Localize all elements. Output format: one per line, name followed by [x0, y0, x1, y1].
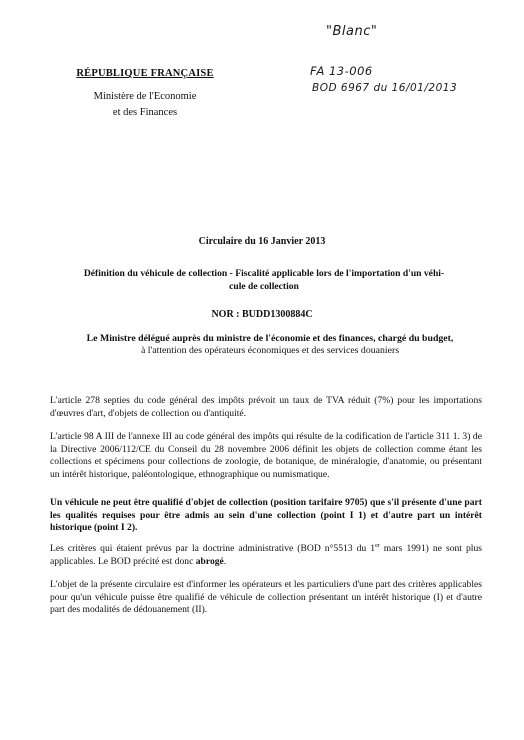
handwritten-bod-reference: BOD 6967 du 16/01/2013	[312, 82, 458, 94]
handwritten-reference: FA 13-006	[310, 64, 373, 78]
paragraph-collection-definition: L'article 98 A III de l'annexe III au code général des impôts qui résulte de la codification de l'article 311 1. 3) de la Directive 2006/112/CE du Conseil du 28 novembre 2006 définit les objets de collection comme étant les collections et spécimens pour collections de zoologie, de botanique, de minéralogie, d'anatomie, ou présentant un intérêt historique, paléontologique, ethnographique ou numismatique.	[50, 431, 482, 480]
recipient-line: à l'attention des opérateurs économiques et des services douaniers	[140, 345, 400, 356]
circular-title: Circulaire du 16 Janvier 2013	[198, 236, 326, 247]
ministry-name-continued: et des Finances	[112, 107, 178, 118]
ministry-name: Ministère de l'Economie	[93, 91, 197, 102]
nor-reference: NOR : BUDD1300884C	[211, 309, 313, 320]
circular-subject	[60, 267, 468, 293]
subject-line-1: Définition du véhicule de collection - Fiscalité applicable lors de l'importation d'un véhi-	[83, 268, 445, 279]
letterhead	[50, 68, 240, 118]
addressee-block	[50, 333, 490, 357]
p4-text-b: mars 1991) ne sont plus applicables. Le BOD précité est donc	[50, 543, 482, 567]
p4-end: .	[223, 555, 227, 567]
p4-text-a: Les critères qui étaient prévus par la doctrine administrative (BOD n°5513 du 1	[50, 543, 376, 554]
paragraph-repealed-criteria	[50, 543, 482, 568]
subject-line-2: cule de collection	[229, 281, 299, 292]
paragraph-vehicle-qualification: Un véhicule ne peut être qualifié d'objet de collection (position tarifaire 9705) que s'il présente d'une part les qualités requises pour être admis au sein d'une collection (point I 1) et d'autre part un intérêt historique (point I 2).	[50, 497, 482, 534]
paragraph-vat-rate: L'article 278 septies du code général des impôts prévoit un taux de TVA réduit (7%) pour les importations d'œuvres d'art, d'objets de collection ou d'antiquité.	[50, 395, 482, 419]
handwritten-label: "Blanc"	[326, 24, 378, 39]
p4-superscript: er	[375, 542, 380, 549]
country-name: RÉPUBLIQUE FRANÇAISE	[76, 68, 214, 79]
sender-line: Le Ministre délégué auprès du ministre de l'économie et des finances, chargé du budget,	[86, 333, 454, 344]
p4-bold-word: abrogé	[195, 555, 224, 567]
paragraph-purpose: L'objet de la présente circulaire est d'informer les opérateurs et les particuliers d'une part des critères applicables pour qu'un véhicule puisse être qualifié de véhicule de collection présentant un intérêt historique (I) et d'autre part des modalités de dédouanement (II).	[50, 579, 482, 616]
